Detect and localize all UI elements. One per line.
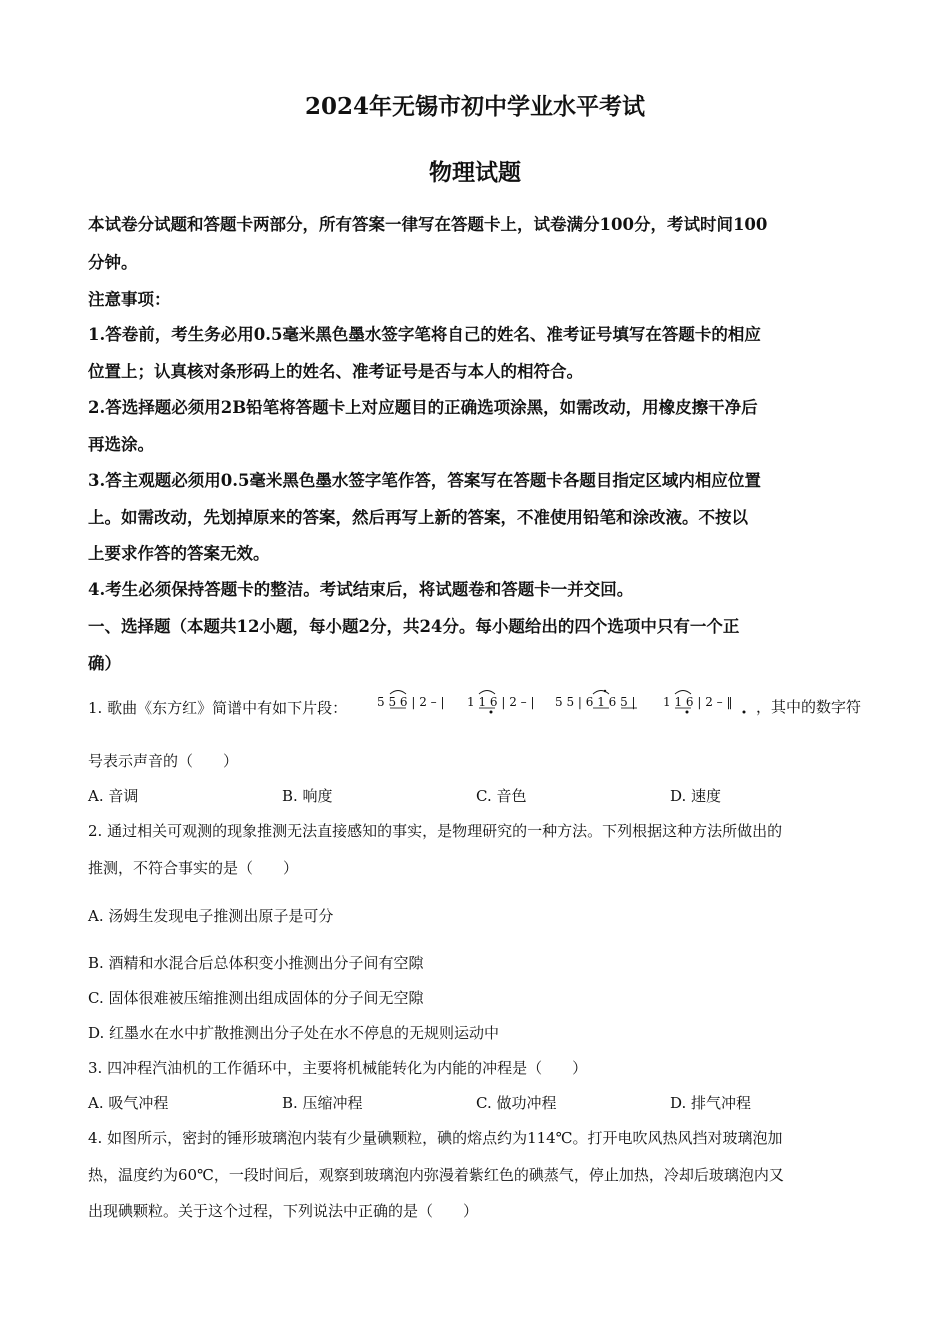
q2-option-d: D. 红墨水在水中扩散推测出分子处在水不停息的无规则运动中 [88,1024,500,1042]
q4-stem-line-2: 热，温度约为60℃，一段时间后，观察到玻璃泡内弥漫着紫红色的碘蒸气，停止加热，冷却后玻璃泡内又 [88,1166,784,1184]
measure-3: 5 5 | 6 1 6 5 | [555,695,636,709]
q4-stem-line-3: 出现碘颗粒。关于这个过程，下列说法中正确的是（ ） [88,1202,479,1220]
q3-stem: 3. 四冲程汽油机的工作循环中，主要将机械能转化为内能的冲程是（ ） [88,1059,588,1077]
exam-subject: 物理试题 [429,159,521,186]
slur-mark [675,691,691,695]
notice-3-line-2: 上。如需改动，先划掉原来的答案，然后再写上新的答案，不准使用铅笔和涂改液。不按以 [88,508,748,527]
notice-2-line-1: 2.答选择题必须用2B铅笔将答题卡上对应题目的正确选项涂黑，如需改动，用橡皮擦干净后 [88,398,758,417]
q1-stem-continuation: ，其中的数字符 [756,698,862,716]
octave-dot [490,711,493,714]
section-heading-line-1: 一、选择题（本题共12小题，每小题2分，共24分。每小题给出的四个选项中只有一个正 [88,617,740,636]
slur-mark [390,691,406,695]
exam-title: 2024年无锡市初中学业水平考试 [304,93,645,120]
q2-option-c: C. 固体很难被压缩推测出组成固体的分子间无空隙 [88,989,424,1007]
q3-option-c: C. 做功冲程 [476,1094,557,1112]
q1-option-c: C. 音色 [476,787,527,805]
q3-option-b: B. 压缩冲程 [282,1094,363,1112]
q2-stem-line-2: 推测，不符合事实的是（ ） [88,859,299,877]
intro-line-2: 分钟。 [88,253,138,272]
octave-dot [604,690,606,692]
q1-option-d: D. 速度 [670,787,722,805]
q2-option-b: B. 酒精和水混合后总体积变小推测出分子间有空隙 [88,954,424,972]
q1-option-a: A. 音调 [88,787,139,805]
q1-stem-start: 1. 歌曲《东方红》简谱中有如下片段： [88,699,348,717]
measure-2: 1 1 6 | 2 – | [467,695,535,709]
numbered-musical-notation [373,685,749,719]
q3-option-a: A. 吸气冲程 [88,1094,169,1112]
measure-1: 5 5 6 | 2 – | [377,695,445,709]
notice-3-line-1: 3.答主观题必须用0.5毫米黑色墨水签字笔作答，答案写在答题卡各题目指定区域内相应位置 [88,471,761,490]
q1-option-b: B. 响度 [282,787,333,805]
notice-3-line-3: 上要求作答的答案无效。 [88,544,270,563]
octave-dot [743,711,746,714]
q1-stem-end: 号表示声音的（ ） [88,752,239,770]
slur-mark [479,691,495,695]
q3-option-d: D. 排气冲程 [670,1094,752,1112]
section-heading-line-2: 确） [88,654,121,673]
q4-stem-line-1: 4. 如图所示，密封的锤形玻璃泡内装有少量碘颗粒，碘的熔点约为114℃。打开电吹风热风挡对玻璃泡加 [88,1129,783,1147]
notice-2-line-2: 再选涂。 [88,435,154,454]
notice-heading: 注意事项： [88,290,171,309]
slur-mark [593,691,609,695]
notice-1-line-2: 位置上；认真核对条形码上的姓名、准考证号是否与本人的相符合。 [88,362,583,381]
q2-option-a: A. 汤姆生发现电子推测出原子是可分 [88,907,334,925]
intro-line-1: 本试卷分试题和答题卡两部分，所有答案一律写在答题卡上，试卷满分100分，考试时间100 [88,215,768,234]
measure-4: 1 1 6 | 2 – ‖ [663,695,733,709]
notice-4: 4.考生必须保持答题卡的整洁。考试结束后，将试题卷和答题卡一并交回。 [88,580,634,599]
notice-1-line-1: 1.答卷前，考生务必用0.5毫米黑色墨水签字笔将自己的姓名、准考证号填写在答题卡的相应 [88,325,761,344]
q2-stem-line-1: 2. 通过相关可观测的现象推测无法直接感知的事实，是物理研究的一种方法。下列根据这种方法所做出的 [88,822,783,840]
octave-dot [686,711,689,714]
